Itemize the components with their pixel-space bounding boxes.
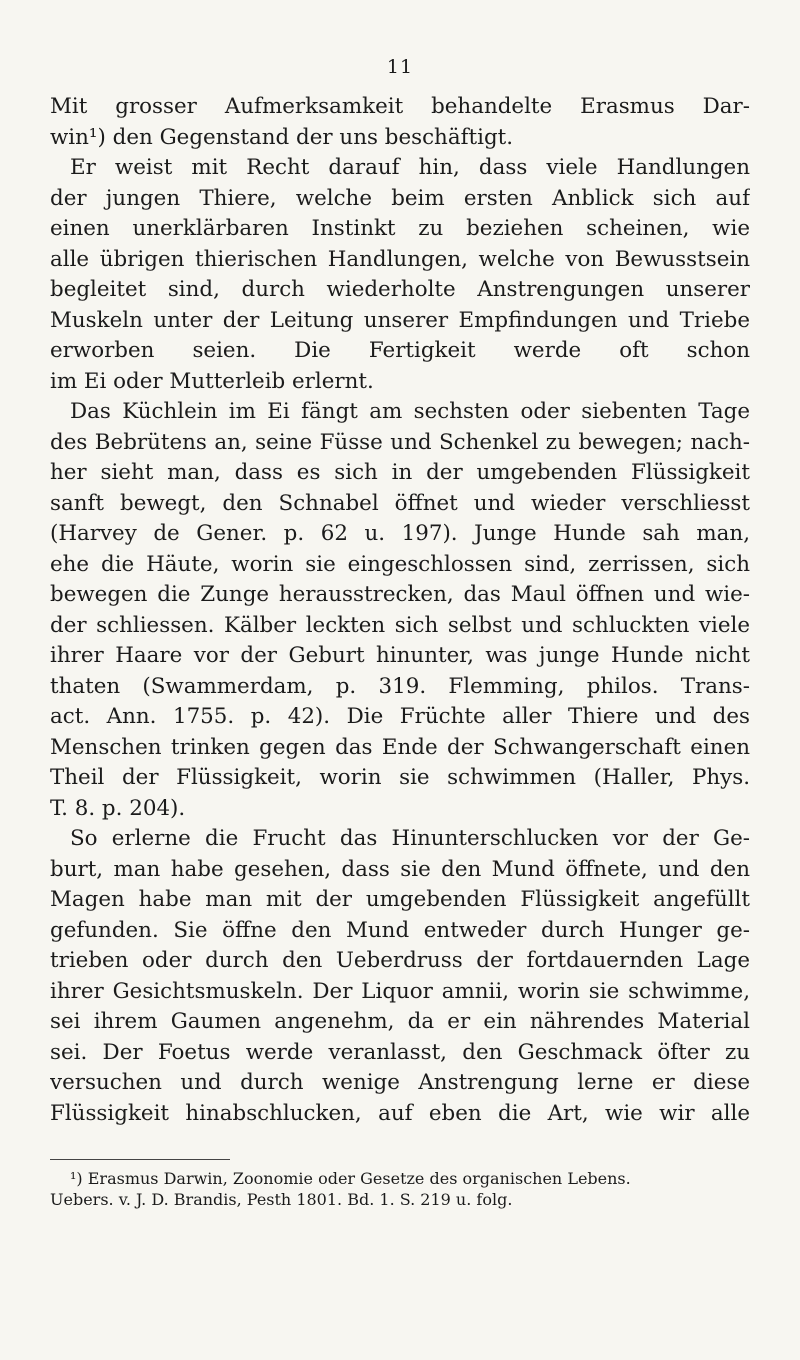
text-line: sei ihrem Gaumen angenehm, da er ein nährendes Material <box>50 1009 750 1034</box>
footnotes <box>50 1168 750 1210</box>
text-line: erworben seien. Die Fertigkeit werde oft schon <box>50 338 750 363</box>
text-line: begleitet sind, durch wiederholte Anstrengungen unserer <box>50 277 750 302</box>
footnote-divider <box>50 1159 230 1160</box>
text-line: einen unerklärbaren Instinkt zu beziehen scheinen, wie <box>50 216 750 241</box>
footnote-line: ¹) Erasmus Darwin, Zoonomie oder Gesetze des organischen Lebens. <box>70 1169 631 1188</box>
text-line: ihrer Gesichtsmuskeln. Der Liquor amnii, worin sie schwimme, <box>50 978 750 1004</box>
page-number: 11 <box>386 56 414 78</box>
text-line: ehe die Häute, worin sie eingeschlossen sind, zerrissen, sich <box>50 551 750 577</box>
text-line: versuchen und durch wenige Anstrengung lerne er diese <box>50 1070 750 1095</box>
body-text <box>50 92 750 1129</box>
text-line: sanft bewegt, den Schnabel öffnet und wieder verschliesst <box>50 490 750 516</box>
text-line: trieben oder durch den Ueberdruss der fortdauernden Lage <box>50 948 750 973</box>
text-line: Muskeln unter der Leitung unserer Empfindungen und Triebe <box>50 307 750 333</box>
document-page <box>50 56 750 1210</box>
text-line: (Harvey de Gener. p. 62 u. 197). Junge Hunde sah man, <box>50 521 750 546</box>
text-line: alle übrigen thierischen Handlungen, welche von Bewusstsein <box>50 246 750 272</box>
text-line: des Bebrütens an, seine Füsse und Schenkel zu bewegen; nach- <box>50 429 750 455</box>
text-line: Theil der Flüssigkeit, worin sie schwimmen (Haller, Phys. <box>50 765 750 790</box>
text-line: win¹) den Gegenstand der uns beschäftigt. <box>50 124 514 150</box>
text-line: Mit grosser Aufmerksamkeit behandelte Erasmus Dar- <box>50 94 750 119</box>
text-line: ihrer Haare vor der Geburt hinunter, was junge Hunde nicht <box>50 643 750 668</box>
text-line: act. Ann. 1755. p. 42). Die Früchte aller Thiere und des <box>50 704 750 729</box>
text-line: her sieht man, dass es sich in der umgebenden Flüssigkeit <box>50 460 750 485</box>
text-line: So erlerne die Frucht das Hinunterschlucken vor der Ge- <box>70 826 750 851</box>
text-line: sei. Der Foetus werde veranlasst, den Geschmack öfter zu <box>50 1039 750 1065</box>
text-line: burt, man habe gesehen, dass sie den Mund öffnete, und den <box>50 856 750 882</box>
text-line: Magen habe man mit der umgebenden Flüssigkeit angefüllt <box>50 887 750 912</box>
text-line: im Ei oder Mutterleib erlernt. <box>50 368 374 394</box>
text-line: T. 8. p. 204). <box>50 795 186 821</box>
text-line: Das Küchlein im Ei fängt am sechsten oder siebenten Tage <box>70 399 750 424</box>
text-line: der schliessen. Kälber leckten sich selbst und schluckten viele <box>50 612 750 638</box>
text-line: Menschen trinken gegen das Ende der Schwangerschaft einen <box>50 734 750 760</box>
text-line: thaten (Swammerdam, p. 319. Flemming, philos. Trans- <box>50 673 750 699</box>
text-line: Er weist mit Recht darauf hin, dass viele Handlungen <box>70 155 750 180</box>
footnote-line: Uebers. v. J. D. Brandis, Pesth 1801. Bd. 1. S. 219 u. folg. <box>50 1190 513 1209</box>
text-line: gefunden. Sie öffne den Mund entweder durch Hunger ge- <box>50 917 750 943</box>
text-line: Flüssigkeit hinabschlucken, auf eben die Art, wie wir alle <box>50 1100 750 1126</box>
text-line: bewegen die Zunge herausstrecken, das Maul öffnen und wie- <box>50 582 750 607</box>
text-line: der jungen Thiere, welche beim ersten Anblick sich auf <box>50 185 750 211</box>
